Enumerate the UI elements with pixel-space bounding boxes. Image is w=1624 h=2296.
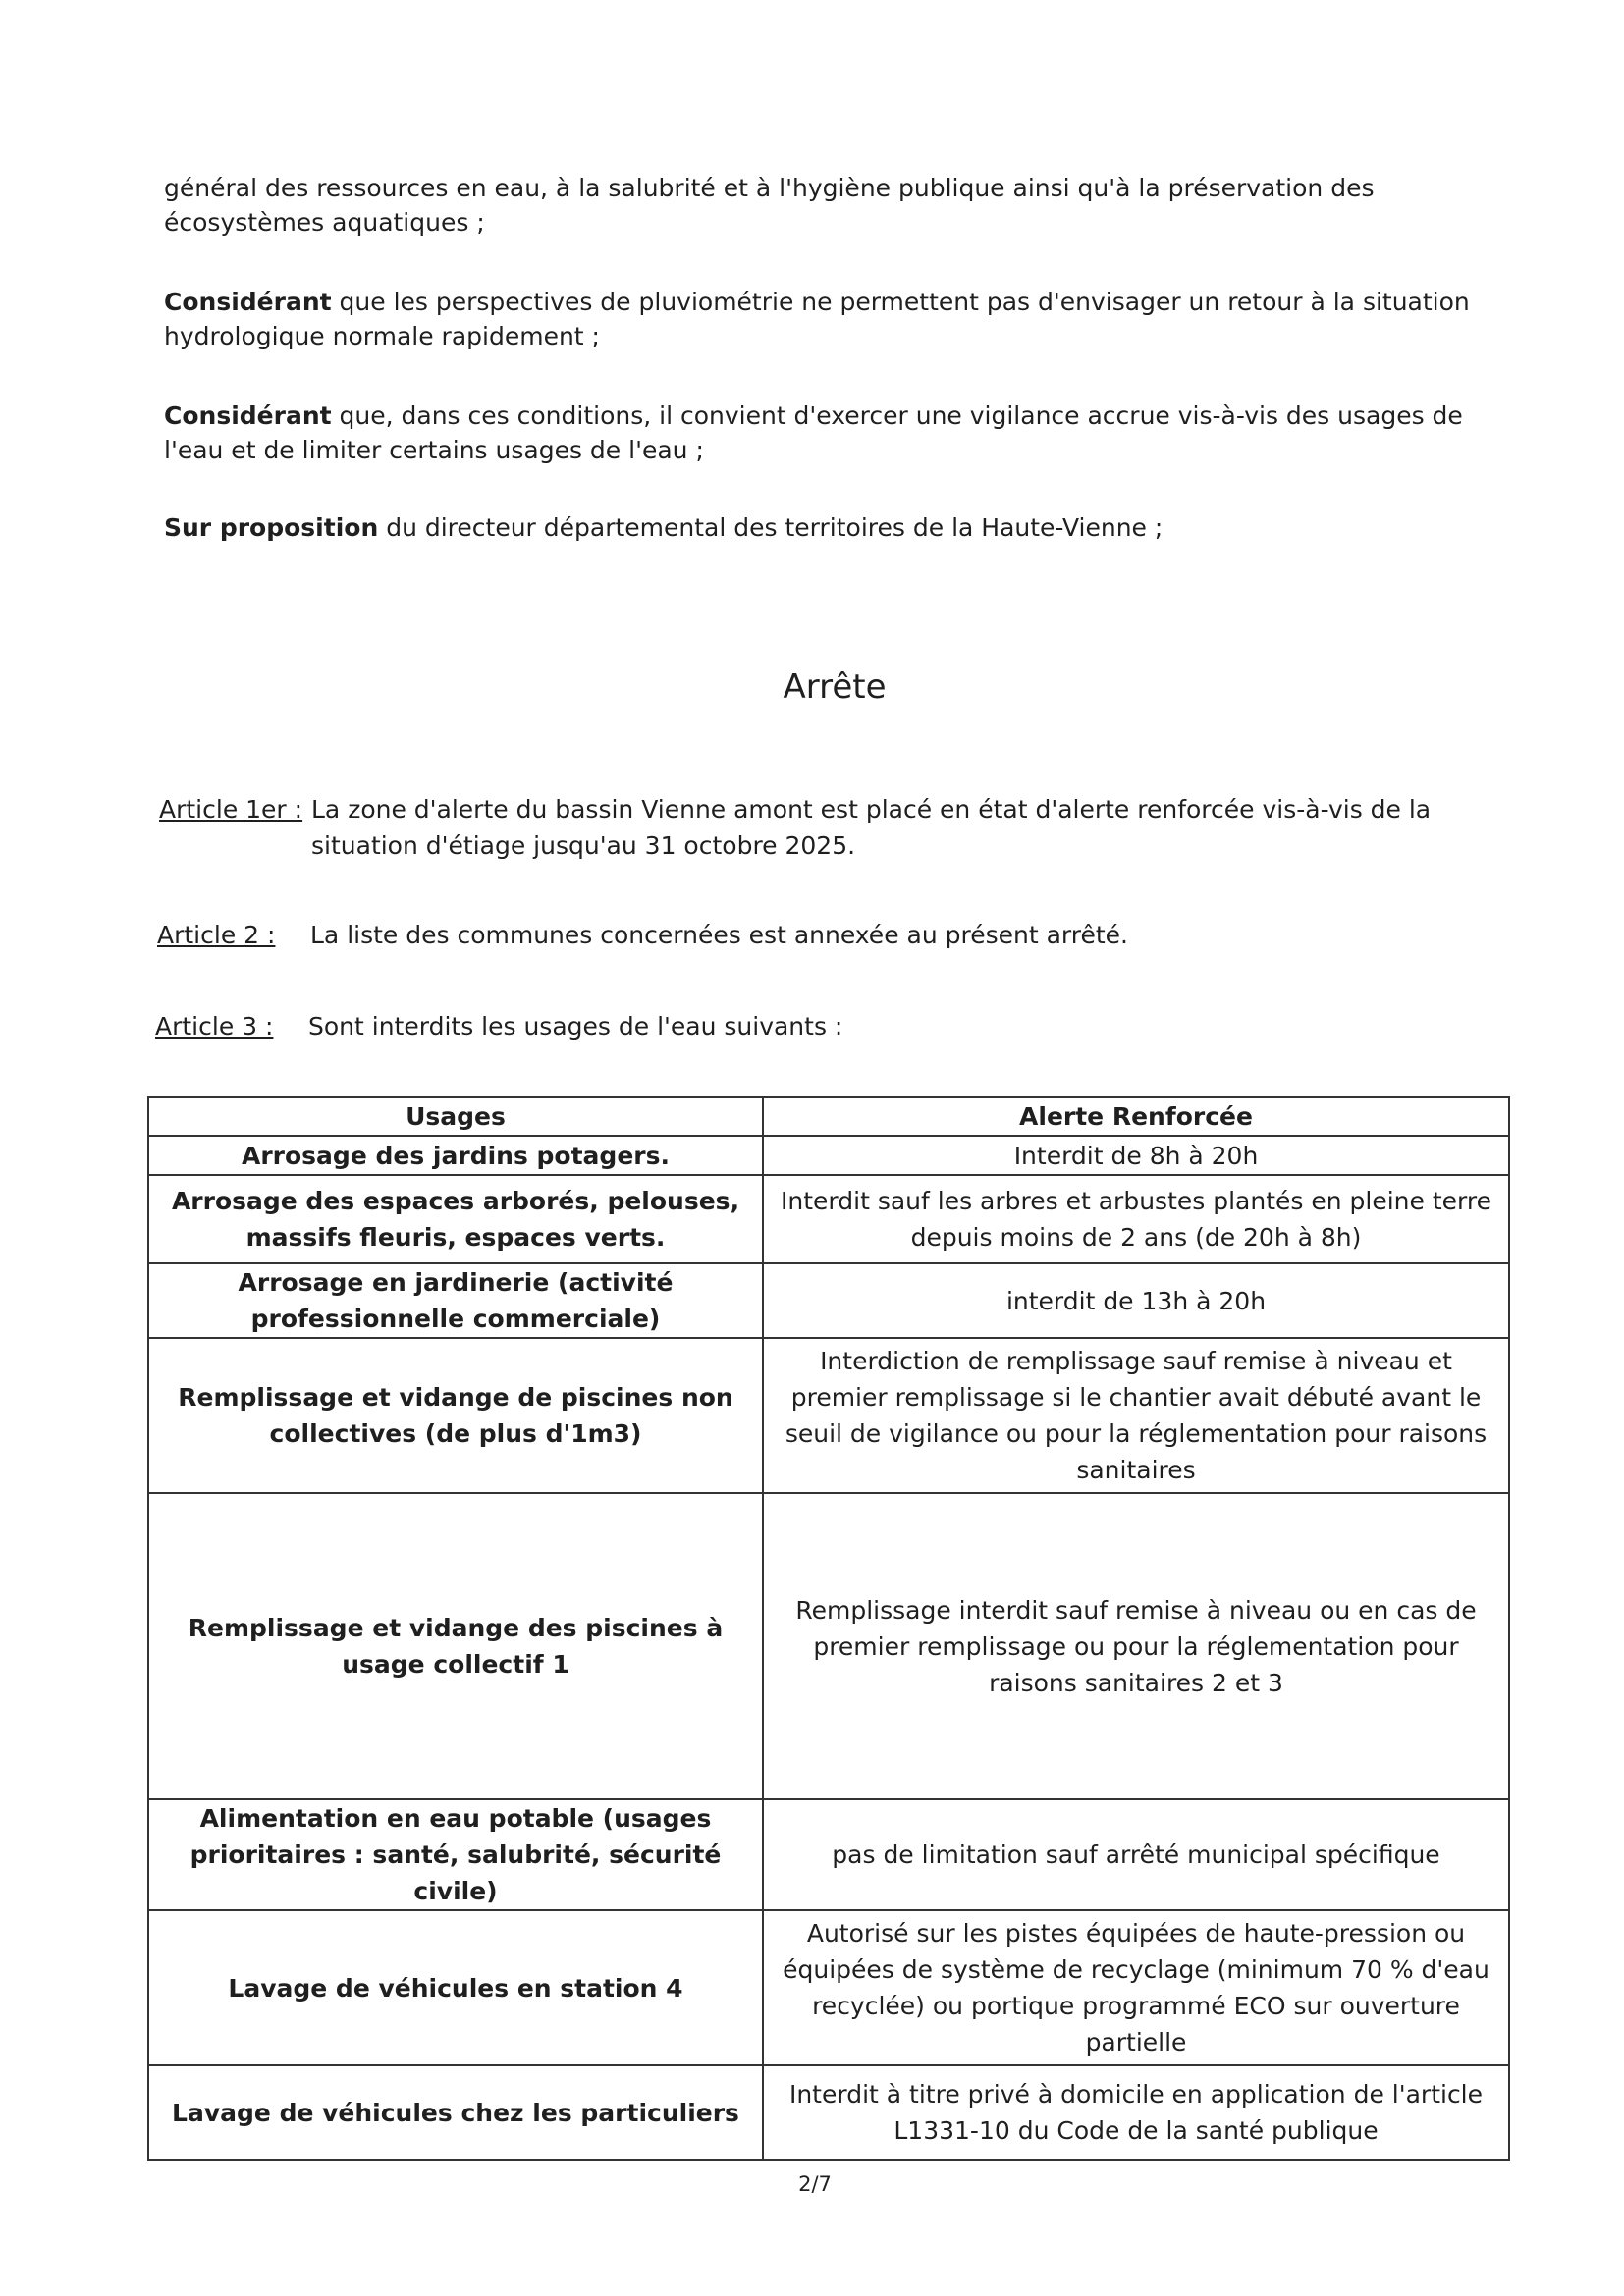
water-usage-restrictions-table — [147, 1096, 1510, 2161]
article-label: Article 3 : — [155, 1012, 274, 1041]
article-label: Article 1er : — [159, 795, 303, 824]
preamble-paragraph-3 — [164, 399, 1519, 467]
decree-heading: Arrête — [783, 667, 887, 707]
preamble-text: que les perspectives de pluviométrie ne permettent pas d'envisager un retour à la situation hydrologique normale rapidement ; — [164, 288, 1470, 350]
article-text: Sont interdits les usages de l'eau suivants : — [308, 1012, 843, 1041]
restriction-cell: Remplissage interdit sauf remise à niveau ou en cas de premier remplissage ou pour la réglementation pour raisons sanitaires 2 et 3 — [763, 1493, 1509, 1799]
restriction-cell: Interdit à titre privé à domicile en application de l'article L1331-10 du Code de la santé publique — [763, 2065, 1509, 2160]
usage-cell: Lavage de véhicules chez les particuliers — [148, 2065, 763, 2160]
restriction-cell: pas de limitation sauf arrêté municipal spécifique — [763, 1799, 1509, 1910]
table-row — [148, 2065, 1509, 2160]
restriction-cell: Interdit de 8h à 20h — [763, 1136, 1509, 1175]
usage-cell: Alimentation en eau potable (usages prioritaires : santé, salubrité, sécurité civile) — [148, 1799, 763, 1910]
preamble-lead: Considérant — [164, 288, 332, 316]
table-row — [148, 1910, 1509, 2065]
column-header-usages: Usages — [148, 1097, 763, 1136]
table-row — [148, 1493, 1509, 1799]
table-row — [148, 1136, 1509, 1175]
usage-cell: Remplissage et vidange de piscines non collectives (de plus d'1m3) — [148, 1338, 763, 1493]
table-row — [148, 1263, 1509, 1338]
preamble-paragraph-4 — [164, 510, 1519, 545]
usage-cell: Remplissage et vidange des piscines à usage collectif 1 — [148, 1493, 763, 1799]
table-row — [148, 1338, 1509, 1493]
usage-cell: Lavage de véhicules en station 4 — [148, 1910, 763, 2065]
preamble-lead: Sur proposition — [164, 513, 379, 542]
preamble-paragraph-2 — [164, 285, 1519, 353]
preamble-text: général des ressources en eau, à la salubrité et à l'hygiène publique ainsi qu'à la préservation des écosystèmes aquatiques ; — [164, 174, 1375, 237]
table-header-row — [148, 1097, 1509, 1136]
page-number: 2/7 — [798, 2172, 832, 2196]
article-text: La zone d'alerte du bassin Vienne amont est placé en état d'alerte renforcée vis-à-vis de la situation d'étiage jusqu'au 31 octobre 2025. — [311, 795, 1432, 860]
preamble-paragraph-1 — [164, 171, 1519, 240]
article-text: La liste des communes concernées est annexée au présent arrêté. — [310, 921, 1129, 949]
preamble-lead: Considérant — [164, 401, 332, 430]
restriction-cell: Autorisé sur les pistes équipées de haute-pression ou équipées de système de recyclage (minimum 70 % d'eau recyclée) ou portique programmé ECO sur ouverture partielle — [763, 1910, 1509, 2065]
restriction-cell: Interdiction de remplissage sauf remise à niveau et premier remplissage si le chantier avait débuté avant le seuil de vigilance ou pour la réglementation pour raisons sanitaires — [763, 1338, 1509, 1493]
table-row — [148, 1175, 1509, 1263]
usage-cell: Arrosage des jardins potagers. — [148, 1136, 763, 1175]
column-header-alerte-renforcee: Alerte Renforcée — [763, 1097, 1509, 1136]
restriction-cell: Interdit sauf les arbres et arbustes plantés en pleine terre depuis moins de 2 ans (de 20h à 8h) — [763, 1175, 1509, 1263]
article-1 — [159, 791, 1514, 870]
usage-cell: Arrosage en jardinerie (activité professionnelle commerciale) — [148, 1263, 763, 1338]
table-row — [148, 1799, 1509, 1910]
usage-cell: Arrosage des espaces arborés, pelouses, massifs fleuris, espaces verts. — [148, 1175, 763, 1263]
preamble-text: que, dans ces conditions, il convient d'exercer une vigilance accrue vis-à-vis des usages de l'eau et de limiter certains usages de l'eau ; — [164, 401, 1463, 464]
article-label: Article 2 : — [157, 921, 276, 949]
preamble-text: du directeur départemental des territoires de la Haute-Vienne ; — [378, 513, 1164, 542]
article-3 — [155, 1008, 1510, 1047]
article-2 — [157, 917, 1512, 956]
restriction-cell: interdit de 13h à 20h — [763, 1263, 1509, 1338]
